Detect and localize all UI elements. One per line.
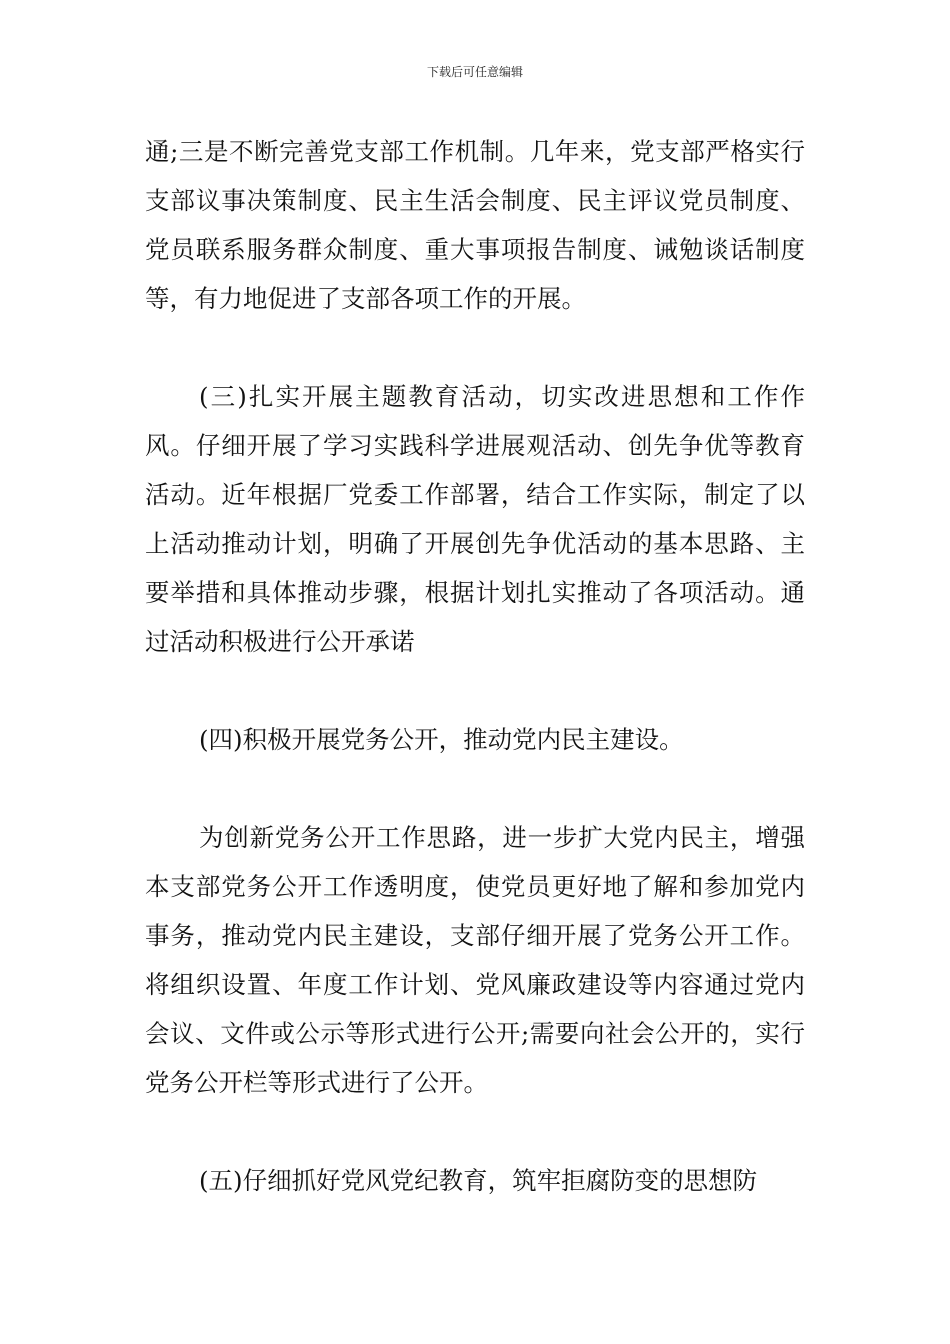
document-body [145, 127, 805, 1205]
page-header: 下载后可任意编辑 [426, 65, 523, 79]
paragraph-5: (五)仔细抓好党风党纪教育，筑牢拒腐防变的思想防 [199, 1166, 758, 1195]
paragraph-1: 通;三是不断完善党支部工作机制。几年来，党支部严格实行支部议事决策制度、民主生活会制度、民主评议党员制度、党员联系服务群众制度、重大事项报告制度、诫勉谈话制度等，有力地促进了支部各项工作的开展。 [145, 137, 805, 313]
paragraph-4: 为创新党务公开工作思路，进一步扩大党内民主，增强本支部党务公开工作透明度，使党员更好地了解和参加党内事务，推动党内民主建设，支部仔细开展了党务公开工作。将组织设置、年度工作计划、党风廉政建设等内容通过党内会议、文件或公示等形式进行公开;需要向社会公开的，实行党务公开栏等形式进行了公开。 [145, 823, 805, 1097]
paragraph-3: (四)积极开展党务公开，推动党内民主建设。 [199, 725, 684, 754]
paragraph-2: (三)扎实开展主题教育活动，切实改进思想和工作作风。仔细开展了学习实践科学进展观活动、创先争优等教育活动。近年根据厂党委工作部署，结合工作实际，制定了以上活动推动计划，明确了开展创先争优活动的基本思路、主要举措和具体推动步骤，根据计划扎实推动了各项活动。通过活动积极进行公开承诺 [145, 382, 805, 656]
